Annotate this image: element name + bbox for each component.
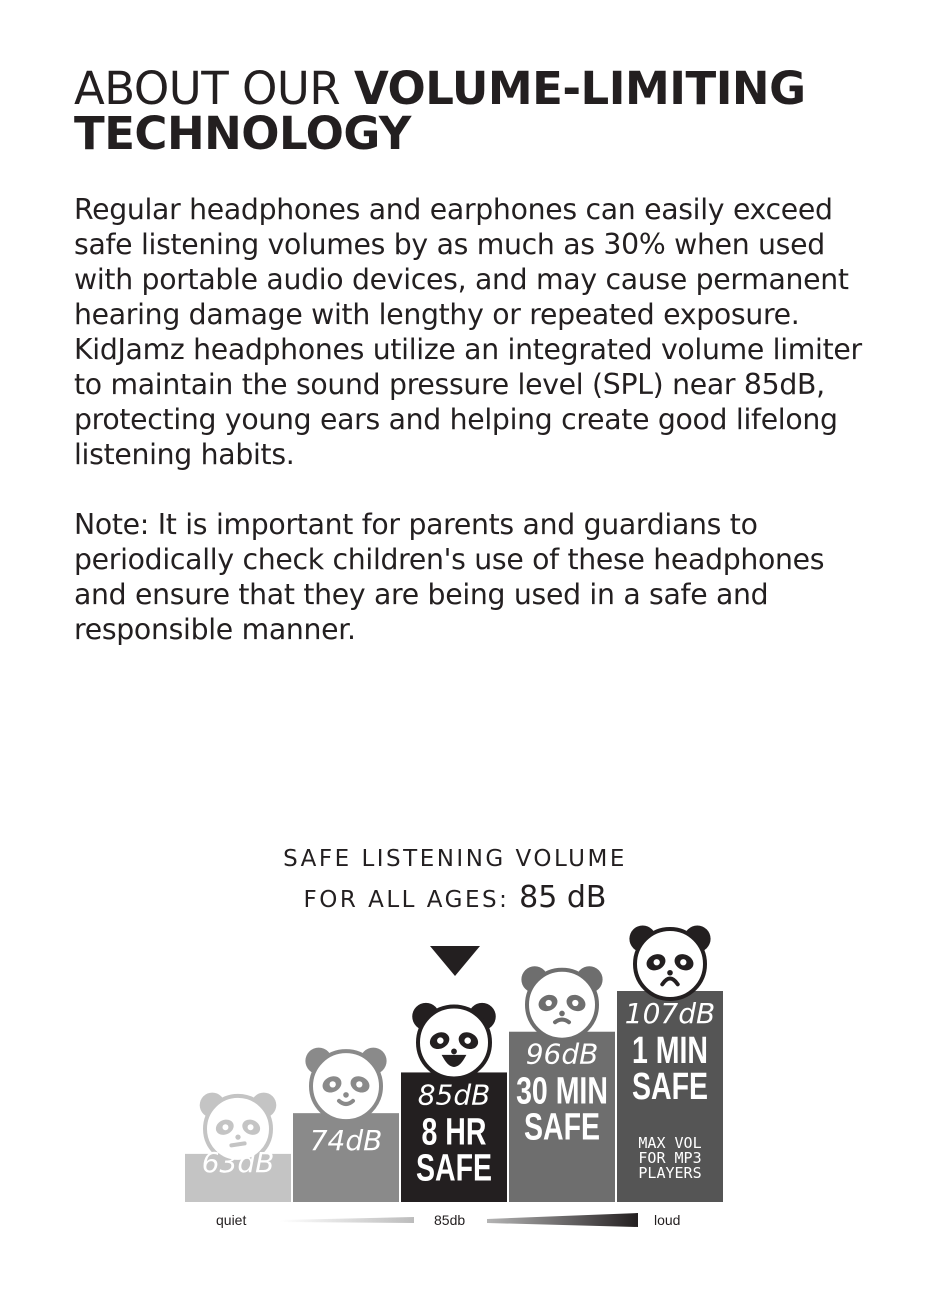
panda-happy-icon [305, 1048, 386, 1122]
intro-paragraph: Regular headphones and earphones can easily exceed safe listening volumes by as much as 30% when used with portable audio devices, and may cause permanent hearing damage with lengthy or repeated exposure. KidJamz headphones utilize an integrated volume limiter to maintain the sound pressure level (SPL) near 85dB, protecting young ears and helping create good lifelong listening habits. [74, 193, 862, 471]
safety-note: 30 MIN [516, 1070, 608, 1113]
title-bold-line1: VOLUME-LIMITING [353, 62, 806, 115]
panda-excited-icon [412, 1003, 496, 1079]
scale-gradient-right [487, 1213, 638, 1227]
title-light-part: ABOUT OUR [74, 62, 354, 115]
safety-note: SAFE [632, 1066, 708, 1109]
db-label: 74dB [309, 1124, 383, 1157]
safety-note: 8 HR [421, 1111, 487, 1154]
scale-label-quiet: quiet [216, 1212, 247, 1228]
chart-heading-line1: SAFE LISTENING VOLUME [283, 846, 627, 872]
db-label: 63dB [201, 1146, 275, 1179]
scale-label-85db: 85db [434, 1212, 466, 1228]
db-label: 96dB [525, 1037, 599, 1071]
pointer-triangle-icon [430, 946, 480, 976]
note-paragraph: Note: It is important for parents and guardians to periodically check children's use of these headphones and ensure that they are being used in a safe and responsible manner. [74, 508, 825, 646]
max-vol-note: FOR MP3 [638, 1149, 702, 1167]
panda-angry-icon [629, 926, 710, 1000]
db-label: 107dB [624, 997, 716, 1030]
chart-heading-prefix: FOR ALL AGES: [303, 887, 520, 913]
chart-heading-value: 85 dB [519, 880, 607, 915]
db-label: 85dB [417, 1078, 491, 1112]
safety-note: SAFE [416, 1147, 492, 1190]
scale-gradient-left [280, 1217, 414, 1223]
max-vol-note: PLAYERS [638, 1164, 702, 1182]
max-vol-note: MAX VOL [638, 1134, 702, 1152]
safety-note: 1 MIN [632, 1030, 708, 1073]
title-bold-line2: TECHNOLOGY [74, 107, 411, 160]
safety-note: SAFE [524, 1106, 600, 1149]
scale-label-loud: loud [654, 1212, 681, 1228]
panda-annoyed-icon [521, 966, 602, 1039]
